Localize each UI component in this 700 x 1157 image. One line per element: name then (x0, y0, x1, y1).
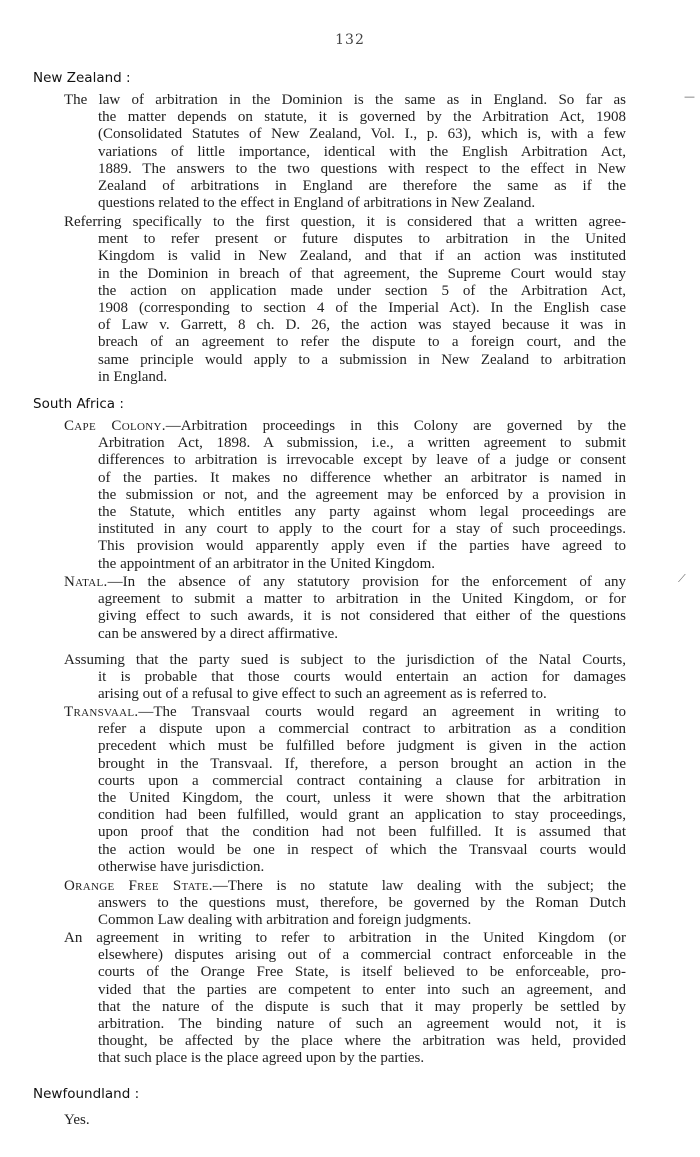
cape-colony-label: Cape Colony. (64, 418, 166, 434)
text-line: 1889. The answers to the two questions with respect to the effect in New (98, 160, 626, 177)
text-line: thought, be affected by the place where the arbitration was held, provided (98, 1033, 626, 1050)
text-line: breach of an agreement to refer the dispute to a foreign court, and the (98, 334, 626, 351)
text-line: Yes. (64, 1112, 90, 1128)
text-line: answers to the questions must, therefore, be governed by the Roman Dutch (98, 895, 626, 912)
text-line: it is probable that those courts would entertain an action for damages (98, 669, 626, 686)
text-line: of the parties. It makes no difference whether an arbitrator is named in (98, 469, 626, 486)
heading-newfoundland: Newfoundland : (33, 1086, 140, 1102)
page-number: 132 (335, 32, 365, 48)
text-line: An agreement in writing to refer to arbitration in the United Kingdom (or (64, 930, 626, 946)
heading-south-africa: South Africa : (33, 396, 124, 412)
text-line: Arbitration Act, 1898. A submission, i.e., a written agreement to submit (98, 435, 626, 452)
text-line: the matter depends on statute, it is governed by the Arbitration Act, 1908 (98, 109, 626, 126)
text-line (64, 704, 626, 721)
text-line: Common Law dealing with arbitration and foreign judgments. (98, 912, 472, 929)
text-line (64, 878, 626, 895)
text-line: the action would be one in respect of which the Transvaal courts would (98, 841, 626, 858)
nz-paragraph-2 (64, 214, 626, 386)
natal-label: Natal. (64, 574, 108, 590)
text-line: brought in the Transvaal. If, therefore, a person brought an action in the (98, 755, 626, 772)
text-line: variations of little importance, identical with the English Arbitration Act, (98, 143, 626, 160)
text-line: in the Dominion in breach of that agreement, the Supreme Court would stay (98, 265, 626, 282)
transvaal-label: Transvaal. (64, 704, 139, 720)
orange-agreement-paragraph (64, 930, 626, 1068)
text-line: the Statute, which entitles any party against whom legal proceedings are (98, 504, 626, 521)
nz-paragraph-1 (64, 92, 626, 212)
text-line: of Law v. Garrett, 8 ch. D. 26, the action was stayed because it was in (98, 317, 626, 334)
text-line: otherwise have jurisdiction. (98, 858, 265, 875)
text-line: the United Kingdom, the court, unless it were shown that the arbitration (98, 790, 626, 807)
text-line: Referring specifically to the first question, it is considered that a written agree- (64, 214, 626, 230)
margin-mark: — (684, 90, 695, 103)
text-line: agreement to submit a matter to arbitration in the United Kingdom, or for (98, 591, 626, 608)
text-line: the action on application made under section 5 of the Arbitration Act, (98, 282, 626, 299)
text-line: the submission or not, and the agreement may be enforced by a provision in (98, 486, 626, 503)
text-line: Zealand of arbitrations in England are therefore the same as if the (98, 178, 626, 195)
text-line: upon proof that the condition had not been fulfilled. It is assumed that (98, 824, 626, 841)
text-line: ment to refer present or future disputes to arbitration in the United (98, 231, 626, 248)
text-run: —Arbitration proceedings in this Colony are governed by the (165, 418, 626, 434)
text-line: The law of arbitration in the Dominion is the same as in England. So far as (64, 92, 626, 108)
newfoundland-answer (64, 1112, 264, 1129)
text-line: courts upon a commercial contract containing a clause for arbitration in (98, 772, 626, 789)
text-run: —In the absence of any statutory provision for the enforcement of any (107, 574, 626, 590)
orange-free-state-paragraph (64, 878, 626, 930)
text-line: questions related to the effect in England of arbitrations in New Zealand. (98, 195, 536, 212)
orange-free-state-label: Orange Free State. (64, 878, 213, 894)
text-run: —The Transvaal courts would regard an agreement in writing to (138, 704, 626, 720)
text-line: that such place is the place agreed upon by the parties. (98, 1050, 425, 1067)
transvaal-paragraph (64, 704, 626, 876)
text-line: This provision would apparently apply even if the parties have agreed to (98, 538, 626, 555)
cape-colony-paragraph (64, 418, 626, 573)
text-line: Kingdom is valid in New Zealand, and that if an action was instituted (98, 248, 626, 265)
text-line: 1908 (corresponding to section 4 of the Imperial Act). In the English case (98, 300, 626, 317)
text-line: giving effect to such awards, it is not considered that either of the questions (98, 608, 626, 625)
heading-new-zealand: New Zealand : (33, 70, 131, 86)
text-line: Assuming that the party sued is subject to the jurisdiction of the Natal Courts, (64, 652, 626, 668)
text-line: differences to arbitration is irrevocable except by leave of a judge or consent (98, 452, 626, 469)
text-line: instituted in any court to apply to the court for a stay of such proceedings. (98, 521, 626, 538)
text-line: in England. (98, 368, 168, 385)
margin-mark: ⟋ (678, 572, 686, 585)
text-line: (Consolidated Statutes of New Zealand, Vol. I., p. 63), which is, with a few (98, 126, 626, 143)
text-line: refer a dispute upon a commercial contract to arbitration as a condition (98, 721, 626, 738)
text-line (64, 418, 626, 435)
text-line: precedent which must be fulfilled before judgment is given in the action (98, 738, 626, 755)
text-line: the appointment of an arbitrator in the United Kingdom. (98, 555, 436, 572)
text-line: arbitration. The binding nature of such an agreement would not, it is (98, 1016, 626, 1033)
natal-paragraph (64, 574, 626, 643)
text-line (64, 574, 626, 591)
text-line: that the nature of the dispute is such that it may properly be settled by (98, 998, 626, 1015)
text-line: same principle would apply to a submission in New Zealand to arbitration (98, 351, 626, 368)
natal-assuming-paragraph (64, 652, 626, 704)
text-line: arising out of a refusal to give effect to such an agreement as is referred to. (98, 686, 547, 703)
text-line: elsewhere) disputes arising out of a commercial contract enforceable in the (98, 947, 626, 964)
text-line: condition had been fulfilled, would grant an application to stay proceedings, (98, 807, 626, 824)
text-line: courts of the Orange Free State, is itself believed to be enforceable, pro- (98, 964, 626, 981)
text-line: can be answered by a direct affirmative. (98, 625, 339, 642)
text-run: —There is no statute law dealing with the subject; the (212, 878, 626, 894)
text-line: vided that the parties are competent to enter into such an agreement, and (98, 981, 626, 998)
